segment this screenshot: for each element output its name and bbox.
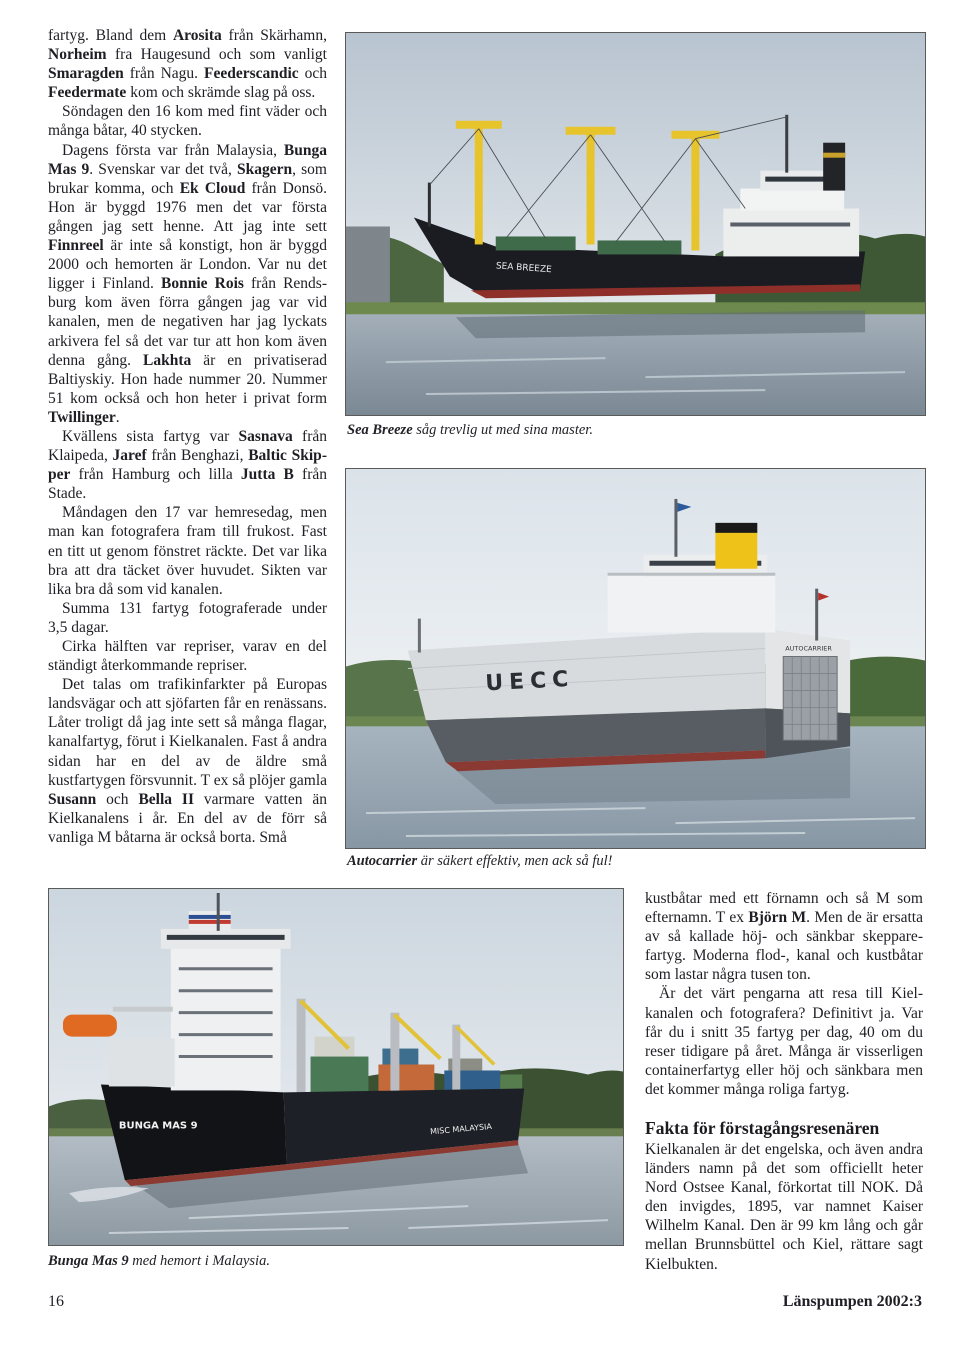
bow-name-painted: AUTOCARRIER (785, 644, 832, 653)
paragraph (645, 984, 923, 1099)
text-run: är säkert effektiv, men ack så ful! (417, 853, 613, 869)
mast-crossbar (456, 121, 502, 129)
lifeboat-davit (113, 1007, 173, 1012)
text-run: Kielkanalen är det engelska, och även andra länders namn på det som officiellt heter Nord Ostsee Kanal, förkortat till NOK. Då den invigdes, 1895, var namnet Kaiser Wilhelm Kanal. Den är 99 km lång och går mellan Brunnsbüttel och Kiel, rättare sagt Kielbukten. (645, 1141, 923, 1273)
photo-sea-breeze (345, 32, 926, 416)
fact-box-body (645, 1140, 923, 1274)
ship-name: Feederscandic (203, 65, 299, 83)
hull-name-painted: MISC MALAYSIA (429, 1121, 493, 1137)
text-run: fartyg. Bland dem (48, 27, 173, 44)
bow-mast (815, 589, 818, 641)
funnel (715, 531, 757, 569)
paragraph (48, 599, 327, 637)
page-number: 16 (48, 1293, 64, 1310)
ship-name: Finnreel (48, 237, 104, 255)
cargo-hatch (598, 240, 682, 254)
text-run: från Nagu. (123, 65, 204, 83)
fact-box (645, 1117, 923, 1274)
main-mast (217, 893, 220, 931)
ship-stern-hull (101, 1084, 287, 1180)
text-run: , som brukar komma, och (48, 160, 327, 197)
text-run: . Men de är ersatta av så kallade höj- och sänkbar skepparefartyg. Moderna flod-, kanal och kustbåtar som lastar några tusen ton. (645, 909, 923, 984)
text-run: är inte så konstigt, hon är byggd 2000 och hemorten är London. Var nu det ligger i Finland. (48, 237, 327, 293)
radar-mast (785, 115, 788, 173)
text-run: och (96, 790, 139, 808)
text-run: från Rendsburg kom även förra gången jag var vid kanalen, men de negativen har jag lyckats arkivera fel så det var tur att hon kom även denna gång. (48, 275, 327, 369)
ship-name: Bella II (138, 790, 194, 808)
photo-autocarrier-illustration (346, 469, 925, 848)
superstructure-deck (740, 189, 844, 211)
text-run: Söndagen den 16 kom med fint väder och många båtar, 40 stycken. (48, 103, 327, 140)
ship-name: Twillinger (48, 408, 116, 426)
paragraph (48, 675, 327, 847)
text-run: och (298, 65, 327, 83)
main-mast (674, 499, 677, 557)
text-run: är en privatiserad Baltiyskiy. Hon hade nummer 20. Nummer 51 kom också och hon heter i privat form (48, 351, 328, 407)
paragraph (48, 427, 327, 503)
cargo-mast (587, 129, 595, 245)
paragraph (645, 1140, 923, 1274)
superstructure (723, 209, 859, 257)
funnel-stripe (189, 920, 231, 924)
ship-name: Smaragden (48, 65, 124, 83)
paragraph (48, 141, 327, 427)
bridge-windows (765, 177, 833, 182)
paragraph (48, 637, 327, 675)
ship-name: Feedermate (48, 84, 127, 102)
ship-name: Norheim (48, 46, 107, 64)
paragraph (48, 26, 327, 102)
bridge-windows (167, 935, 285, 940)
ship-name: Ek Cloud (179, 179, 246, 197)
text-run: . (115, 408, 120, 426)
bow-mast (428, 183, 431, 227)
stern-deck-house (109, 1039, 175, 1087)
text-run: . Svenskar var det två, (89, 160, 238, 178)
stern-mast (418, 619, 421, 653)
deck-rail (608, 573, 776, 576)
ship-name: Lakhta (142, 351, 192, 369)
text-run: Dagens första var från Malaysia, (62, 141, 284, 159)
photo-sea-breeze-illustration (346, 33, 925, 415)
caption-bunga-mas-9 (48, 1252, 270, 1270)
photo-autocarrier (345, 468, 926, 849)
paragraph (48, 102, 327, 140)
lifeboat (63, 1015, 117, 1037)
ship-name: Sasnava (238, 427, 293, 445)
ship-name: Susann (48, 790, 97, 808)
side-logo-painted: UECC (484, 666, 575, 697)
deck-crane (452, 1025, 460, 1097)
ship-name: Sea Breeze (347, 422, 413, 438)
paragraph (48, 503, 327, 598)
ship-name: Bunga Mas 9 (48, 1253, 129, 1269)
text-run: Summa 131 fartyg fotograferade under 3,5 dagar. (48, 599, 327, 636)
hull-name-painted: SEA BREEZE (495, 261, 553, 276)
cargo-mast (691, 133, 699, 251)
fact-box-heading: Fakta för förstagångsresenären (645, 1118, 880, 1138)
ship-name: Björn M (748, 909, 807, 927)
text-run: från Benghazi, (146, 447, 249, 465)
deck-windows (730, 223, 850, 227)
text-run: Är det värt pengarna att resa till Kielkanalen och fotografera? Definitivt ja. Var får du i snitt 35 fartyg per dag, 40 om du reser tidigare på året. Många är visserligen containerfartyg eller höj och sänkbara men det kommer många roliga fartyg. (645, 985, 923, 1098)
text-run: från Klaipeda, (48, 427, 327, 465)
photo-bunga-mas-9-illustration (49, 889, 623, 1245)
text-run: från Hamburg och lilla (70, 466, 241, 484)
caption-sea-breeze (347, 421, 593, 439)
mast-crossbar (566, 127, 616, 135)
deck-crane (390, 1013, 399, 1099)
ship-name: Autocarrier (347, 853, 418, 869)
paragraph (645, 889, 923, 984)
ship-name: Jaref (112, 447, 147, 465)
text-run: Cirka hälften var repriser, varav en del ständigt återkommande repriser. (48, 638, 327, 675)
text-run: från Stade. (48, 466, 327, 503)
ship-name: Bonnie Rois (161, 275, 244, 293)
cargo-hatch (496, 236, 576, 250)
text-run: Det talas om trafikinfarkter på Europas landsvägar och att sjöfarten får en renässans. Låter troligt då jag inte sett så många flagar, kanalfartyg, förut i Kielkanalen. Fast å andra sidan har en del av de äldre små kustfartygen försvunnit. T ex så plöjer gamla (48, 676, 327, 789)
publication-name: Länspumpen 2002:3 (782, 1293, 922, 1310)
ship-name: Jutta B (240, 466, 294, 484)
superstructure (171, 945, 281, 1091)
text-run: Måndagen den 17 var hemresedag, men man kan fotografera fram till frukost. Fast en titt ut genom fönstret räckte. Det var lika bra att dra täcket över huvudet. Sikten var lika bra då som vid kanalen. (48, 504, 327, 598)
ship-name: Baltic Skipper (48, 447, 327, 484)
deck-crane (297, 999, 306, 1097)
article-left-column (48, 26, 327, 847)
funnel-stripe (189, 915, 231, 919)
text-run: med hemort i Malaysia. (128, 1253, 270, 1269)
photo-bunga-mas-9 (48, 888, 624, 1246)
text-run: från Skärhamn, (221, 27, 327, 44)
text-run: kustbåtar med ett förnamn och så M som efternamn. T ex (645, 890, 923, 927)
funnel (823, 143, 845, 191)
text-run: varmare vatten än Kielkanalens i år. En del av de förr så vanliga M båtarna är också borta. Små (48, 790, 327, 846)
text-run: kom och skrämde slag på oss. (126, 84, 316, 102)
text-run: såg trevlig ut med sina master. (412, 422, 593, 438)
cargo-mast (475, 123, 483, 245)
caption-autocarrier (347, 852, 613, 870)
funnel-top (715, 523, 757, 533)
ship-name: Arosita (172, 27, 222, 44)
superstructure (608, 573, 776, 633)
stern-name-painted: BUNGA MAS 9 (118, 1120, 198, 1132)
text-run: från Donsö. Hon är byggd 1976 men det var första gången jag sett henne. Att jag inte sett (48, 179, 327, 235)
article-right-column (645, 889, 923, 1099)
text-run: fra Haugesund och som vanligt (106, 46, 327, 64)
ship-name: Bunga Mas 9 (48, 141, 327, 178)
funnel-band (823, 153, 845, 158)
text-run: Kvällens sista fartyg var (62, 427, 239, 445)
container-stack (382, 1049, 418, 1065)
ship-name: Skagern (237, 160, 293, 178)
